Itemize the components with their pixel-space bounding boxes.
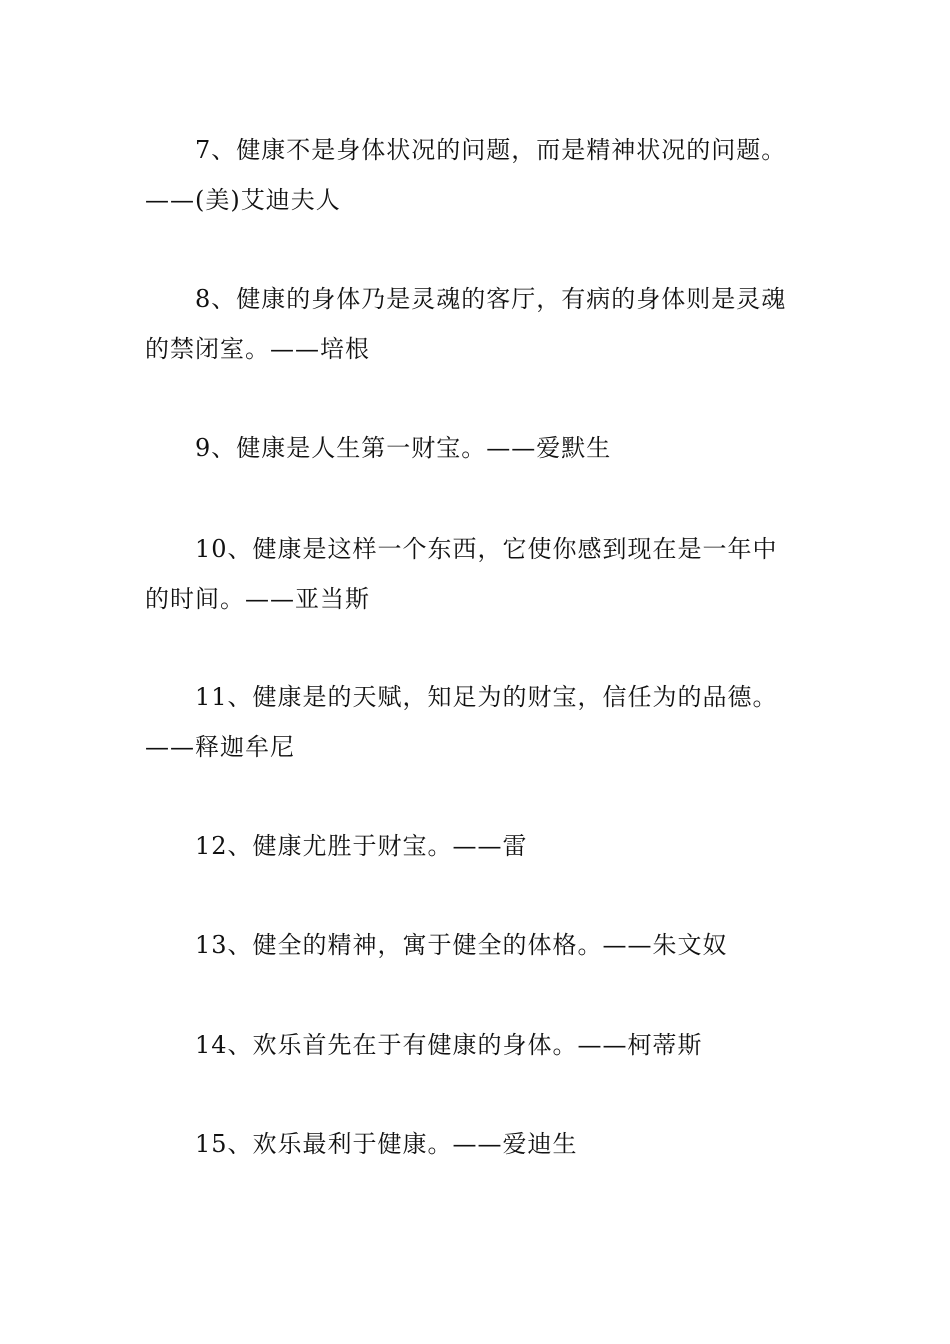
quote-7: [145, 125, 810, 225]
quote-12: [145, 821, 810, 871]
quote-10-line2: 的时间。——亚当斯: [145, 585, 370, 613]
quote-7-line2: ——(美)艾迪夫人: [145, 186, 341, 214]
quote-14-line1: 14、欢乐首先在于有健康的身体。——柯蒂斯: [195, 1031, 703, 1059]
quote-15-line1: 15、欢乐最利于健康。——爱迪生: [195, 1130, 578, 1158]
quote-9: [145, 423, 810, 473]
quote-13: [145, 920, 810, 970]
quote-12-line1: 12、健康尤胜于财宝。——雷: [195, 832, 528, 860]
quote-8: [145, 274, 810, 374]
quote-14: [145, 1020, 810, 1070]
quote-10: [145, 524, 810, 624]
quote-11: [145, 672, 810, 772]
quote-8-line1: 8、健康的身体乃是灵魂的客厅，有病的身体则是灵魂: [195, 285, 787, 313]
quote-10-line1: 10、健康是这样一个东西，它使你感到现在是一年中: [195, 535, 778, 563]
quote-11-line2: ——释迦牟尼: [145, 733, 295, 761]
quote-15: [145, 1119, 810, 1169]
quote-13-line1: 13、健全的精神，寓于健全的体格。——朱文奴: [195, 931, 728, 959]
quote-9-line1: 9、健康是人生第一财宝。——爱默生: [195, 434, 612, 462]
quote-11-line1: 11、健康是的天赋，知足为的财宝，信任为的品德。: [195, 683, 778, 711]
quote-7-line1: 7、健康不是身体状况的问题，而是精神状况的问题。: [195, 136, 787, 164]
quote-8-line2: 的禁闭室。——培根: [145, 335, 370, 363]
